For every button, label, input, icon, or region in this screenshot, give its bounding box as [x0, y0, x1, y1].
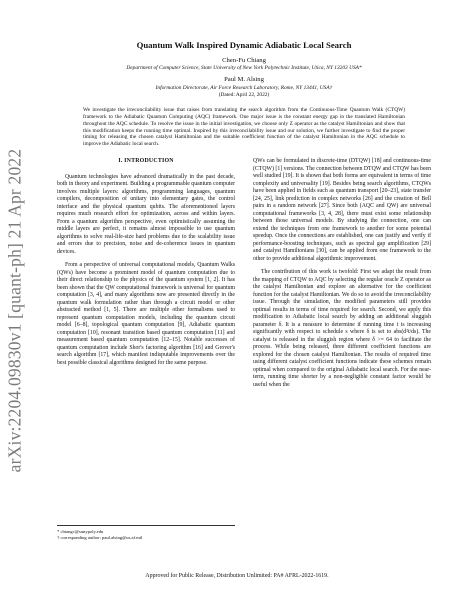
footnote-email: * chiangc@sunypoly.edu — [57, 529, 104, 534]
footnotes — [57, 525, 235, 541]
left-column — [57, 158, 235, 395]
paragraph: Quantum technologies have advanced dramatically in the past decade, both in theory and experiment. Building a programmable quantum computer involves multiple layers: algorithms, programming languages, quantum compilers, decomposition of unitary into elementary gates, the control interface and the physical quantum qubits. The aforementioned layers requires much research effort for optimization, across and within layers. From a quantum algorithm perspective, even optimistically assuming the middle layers are perfect, it remains almost impossible to use quantum algorithms to solve real-life-size hard problems due to the scalability issue and errors due to precision, noise and de-coherence issues in quantum devices. — [57, 173, 235, 255]
section-heading: I. INTRODUCTION — [118, 158, 174, 165]
affiliation-1: Department of Computer Science, State University of New York Polytechnic Institute, Utica, NY 13203 USA* — [126, 65, 362, 72]
footnote-corresponding: † corresponding author: paul.alsing@us.af.mil — [57, 535, 143, 540]
abstract: We investigate the irreconcilability issue that raises from translating the search algorithm from the Continuous-Time Quantum Walk (CTQW) framework to the Adiabatic Quantum Computing (AQC) framework. One major issue is the constant energy gap in the translated Hamiltonian throughout the AQC schedule. To resolve the issue in the initial investigation, we choose only Z operator as the catalyst Hamiltonian and show that this modification keeps the running time optimal. Inspired by this irreconcilability issue and our solution, we further investigate to find the proper timing for releasing the chosen catalyst Hamiltonian and the suitable coefficient function of the catalyst Hamiltonian in the AQC schedule to improve the Adiabatic local search. — [83, 106, 405, 148]
paragraph: The contribution of this work is twofold: First we adapt the result from the mapping of CTQW to AQC by selecting the regular oracle Z operator as the catalyst Hamiltonian and explore an alternative for the coefficient function for the catalyst Hamiltonian. We do so to avoid the irreconcilability issue. Through the simulation, the modified parameters still provides optimal results in terms of time required for search. Second, we apply this modification to Adiabatic local search by adding an additional sluggish parameter δ. It is a measure to determine if running time t is increasing significantly with respect to schedule s where δ is set to abs(d²t/ds). The catalyst is released in the sluggish region where δ >= 64 to facilitate the process. While being released, three different coefficient functions are explored for the chosen catalyst Hamiltonian. The results of required time using different catalyst coefficient functions indicate these schemes remain optimal when compared to the original Adiabatic local search. For the near-term, running time shorter by a non-negligible constant factor would be useful when the — [253, 269, 431, 388]
paper-page — [57, 40, 431, 395]
page-footer: Approved for Public Release, Distribution Unlimited: PA# AFRL-2022-1619. — [145, 573, 329, 579]
arxiv-id: arXiv:2204.09830v1 [quant-ph] 21 Apr 2022 — [4, 148, 25, 472]
paper-title: Quantum Walk Inspired Dynamic Adiabatic Local Search — [136, 40, 352, 50]
paper-date: (Dated: April 22, 2022) — [218, 91, 270, 98]
affiliation-2: Information Directorate, Air Force Research Laboratory, Rome, NY 13441, USA† — [155, 84, 333, 91]
body-columns — [57, 158, 431, 395]
paragraph: QWs can be formulated in discrete-time (DTQW) [18] and continuous-time (CTQW) [1] versions. The connection between DTQW and CTQW has been well studied [19]. It is shown that both forms are equivalent in terms of time complexity and universality [19]. Besides being search algorithms, CTQWs have been applied in fields such as quantum transport [20–23], state transfer [24, 25], link prediction in complex networks [26] and the creation of Bell pairs in a random network [27]. Since both (AQC and QW) are universal computational frameworks [3, 4, 28], there must exist some relationship between those universal models. By studying the connection, one can extend the techniques from one framework to another for some potential speedup. Once the connections are established, one can justify and verify if performance-boosting techniques, such as spectral gap amplification [29] and catalyst Hamiltonians [30], can be applied from one framework to the other to provide additional algorithmic improvement. — [253, 158, 431, 262]
author-2: Paul M. Alsing — [224, 76, 264, 84]
arxiv-sidebar-stamp — [2, 120, 28, 500]
author-1: Chen-Fu Chiang — [222, 57, 266, 64]
paragraph: From a perspective of universal computational models, Quantum Walks (QWs) have become a prominent model of quantum computation due to their direct relationship to the physics of the quantum system [1, 2]. It has been shown that the QW computational framework is universal for quantum computation [3, 4], and many algorithms now are presented directly in the quantum walk formulation rather than through a circuit model or other abstracted method [1, 5]. There are multiple other formalisms used to represent quantum computation models, including the quantum circuit model [6–8], topological quantum computation [9], Adiabatic quantum computation [10], resonant transition based quantum computation [11] and measurement based quantum computation [12–15]. Notable successes of quantum computation include Shor's factoring algorithm [16] and Grover's search algorithm [17], which manifest indisputable improvements over the best possible classical algorithms designed for the same purpose. — [57, 262, 235, 366]
right-column — [253, 158, 431, 395]
